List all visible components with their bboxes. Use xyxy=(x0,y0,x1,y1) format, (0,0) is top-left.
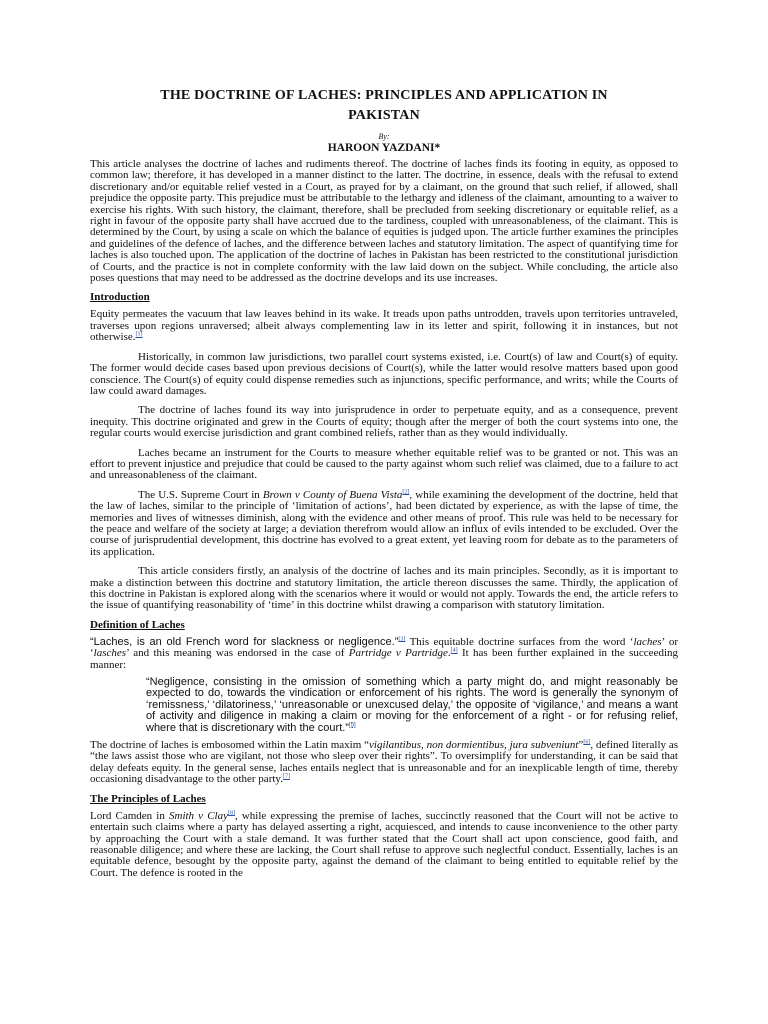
def-p1-b: This equitable doctrine surfaces from the word ‘ xyxy=(405,635,634,648)
definition-paragraph-1 xyxy=(90,637,678,671)
def-p1-e: . xyxy=(447,647,451,660)
footnote-link-7[interactable]: [7] xyxy=(282,773,290,780)
word-lasches: lasches xyxy=(93,647,127,660)
abstract: This article analyses the doctrine of laches and rudiments thereof. The doctrine of laches finds its footing in equity, as opposed to common law; therefore, it has developed in a manner distinct to the latter. The doctrine, in essence, deals with the refusal to extend discretionary and/or equitable relief vested in a Court, as prayed for by a claimant, on the ground that such relief, if allowed, shall prejudice the opposite party. This prejudice must be attributable to the lethargy and idleness of the claimant, amounting to a waiver to exercise his rights. With such history, the claimant, therefore, shall be precluded from seeking discretionary or equitable relief, as a right in favour of the opposite party shall have accrued due to the tardiness, coupled with unreasonableness, of the claimant. This is determined by the Court, by using a scale on which the balance of equities is judged upon. The article further examines the principles and guidelines of the defence of laches, and the difference between laches and statutory limitation. The aspect of quantifying time for laches is also touched upon. The application of the doctrine of laches in Pakistan has been restricted to the constitutional jurisdiction of Courts, and the practice is not in complete conformity with the law laid down on the subject. While concluding, the article also poses questions that may need to be addressed as the doctrine develops and its use increases. xyxy=(90,158,678,285)
intro-paragraph-4: Laches became an instrument for the Courts to measure whether equitable relief was to be granted or not. This was an effort to prevent injustice and prejudice that could be caused to the party against whom such relief was claimed, due to a failure to act and unreasonableness of the claimant. xyxy=(90,446,678,482)
princ-p1-a: Lord Camden in xyxy=(90,809,169,822)
principles-paragraph-1 xyxy=(90,811,678,879)
intro-p1-text: Equity permeates the vacuum that law leaves behind in its wake. It treads upon paths untrodden, travels upon territories untraveled, traverses upon regions unraversed; albeit always complementing law in its letter and spirit, following it in instances, but not otherwise. xyxy=(90,308,678,344)
intro-p5-post: , while examining the development of the doctrine, held that the law of laches, similar to the principle of ‘limitation of actions’, had been dictated by experience, as with the lapse of time, the memories and lives of witnesses diminish, along with the evidence and other means of proof. This rule was held to be necessary for the peace and welfare of the society at large; a deviation therefrom would allow an influx of evils intended to be excluded. Over the course of jurisprudential development, this doctrine has evolved to a great extent, yet leaving room for debate as to the parameters of its application. xyxy=(90,488,678,558)
heading-definition: Definition of Laches xyxy=(90,618,185,631)
definition-paragraph-2 xyxy=(90,740,678,786)
byline-label: By: xyxy=(378,132,390,141)
def-p1-quote: “Laches, is an old French word for slackness or negligence.” xyxy=(90,635,399,648)
intro-paragraph-2: Historically, in common law jurisdictions, two parallel court systems existed, i.e. Court(s) of law and Court(s) of equity. The former would decide cases based upon previous decisions of Court(s), while the latter would resolve matters based upon good conscience. The Court(s) of equity could dispense remedies such as injunctions, specific performance, and writs; while the Courts of law could award damages. xyxy=(90,350,678,397)
heading-principles: The Principles of Laches xyxy=(90,792,206,805)
princ-p1-b: , while expressing the premise of laches, succinctly reasoned that the Court will not be active to entertain such claims where a party has delayed asserting a right, acquiesced, and intends to cause inconvenience to the other party by approaching the Court with a stale demand. It was further stated that the Court shall act upon conscience, good faith, and reasonable diligence; and where these are lacking, the Court shall refuse to approve such neglectful conduct. Essentially, laches is an equitable defence, besought by the opposite party, against the demand of the claimant to being entitled to equitable relief by the Court. The defence is rooted in the xyxy=(90,809,679,879)
def-p2-a: The doctrine of laches is embosomed within the Latin maxim “ xyxy=(90,739,370,752)
latin-maxim: vigilantibus, non dormientibus, jura subveniunt xyxy=(369,739,579,752)
footnote-link-5[interactable]: [5] xyxy=(348,722,356,728)
heading-introduction: Introduction xyxy=(90,291,150,304)
definition-block-quote xyxy=(146,677,678,734)
footnote-link-8[interactable]: [8] xyxy=(227,810,235,817)
footnote-link-3[interactable]: [3] xyxy=(398,636,406,643)
footnote-link-2[interactable]: [2] xyxy=(402,489,410,496)
intro-paragraph-5 xyxy=(90,490,678,558)
word-laches: laches xyxy=(633,635,662,648)
footnote-link-6[interactable]: [6] xyxy=(583,739,591,746)
def-p1-f: It has been further explained in the succeeding manner: xyxy=(90,647,679,671)
footnote-link-4[interactable]: [4] xyxy=(450,647,458,654)
case-smith-v-clay: Smith v Clay xyxy=(169,809,228,822)
def-p1-c: ’ or ‘ xyxy=(90,635,678,660)
article-title: THE DOCTRINE OF LACHES: PRINCIPLES AND APPLICATION IN PAKISTAN xyxy=(160,88,608,123)
case-brown-v-buena-vista: Brown v County of Buena Vista xyxy=(262,488,403,501)
intro-paragraph-6: This article considers firstly, an analysis of the doctrine of laches and its main principles. Secondly, as it is important to make a distinction between this doctrine and statutory limitation, the article thereon discusses the same. Thirdly, the application of this doctrine in Pakistan is explored along with the scenarios where it would or would not apply. Towards the end, the article refers to the issue of quantifying reasonability of ‘time’ in this doctrine whilst drawing a comparison with statutory limitation. xyxy=(90,565,678,612)
author-name: HAROON YAZDANI* xyxy=(327,142,441,154)
def-p2-b: ” xyxy=(578,739,584,752)
def-p2-c: , defined literally as “the laws assist those who are vigilant, not those who sleep over their rights”. To oversimplify for understanding, it can be said that delay defeats equity. In the general sense, laches entails neglect that is unreasonable and for an inexplicable length of time, thereby occasioning disadvantage to the other party. xyxy=(90,739,679,786)
def-p1-d: ’ and this meaning was endorsed in the case of xyxy=(126,647,349,660)
case-partridge-v-partridge: Partridge v Partridge xyxy=(348,647,448,660)
footnote-link-1[interactable]: [1] xyxy=(135,331,143,338)
intro-p5-pre: The U.S. Supreme Court in xyxy=(138,488,263,501)
intro-paragraph-1 xyxy=(90,309,678,343)
intro-paragraph-3: The doctrine of laches found its way into jurisprudence in order to perpetuate equity, and as a consequence, prevent inequity. This doctrine originated and grew in the Courts of equity; though after the merger of both the court systems into one, the regular courts would exercise jurisdiction and grant combined reliefs, rather than as they would individually. xyxy=(90,404,678,440)
block-quote-text: “Negligence, consisting in the omission of something which a party might do, and might reasonably be expected to do, towards the vindication or enforcement of his rights. The word is generally the synonym of ‘remissness,’ ‘dilatoriness,’ ‘unreasonable or unexcused delay,’ the opposite of ‘vigilance,’ and means a want of activity and diligence in making a claim or moving for the enforcement of a right - or for refusing relief, where that is discretionary with the court.” xyxy=(146,676,678,734)
